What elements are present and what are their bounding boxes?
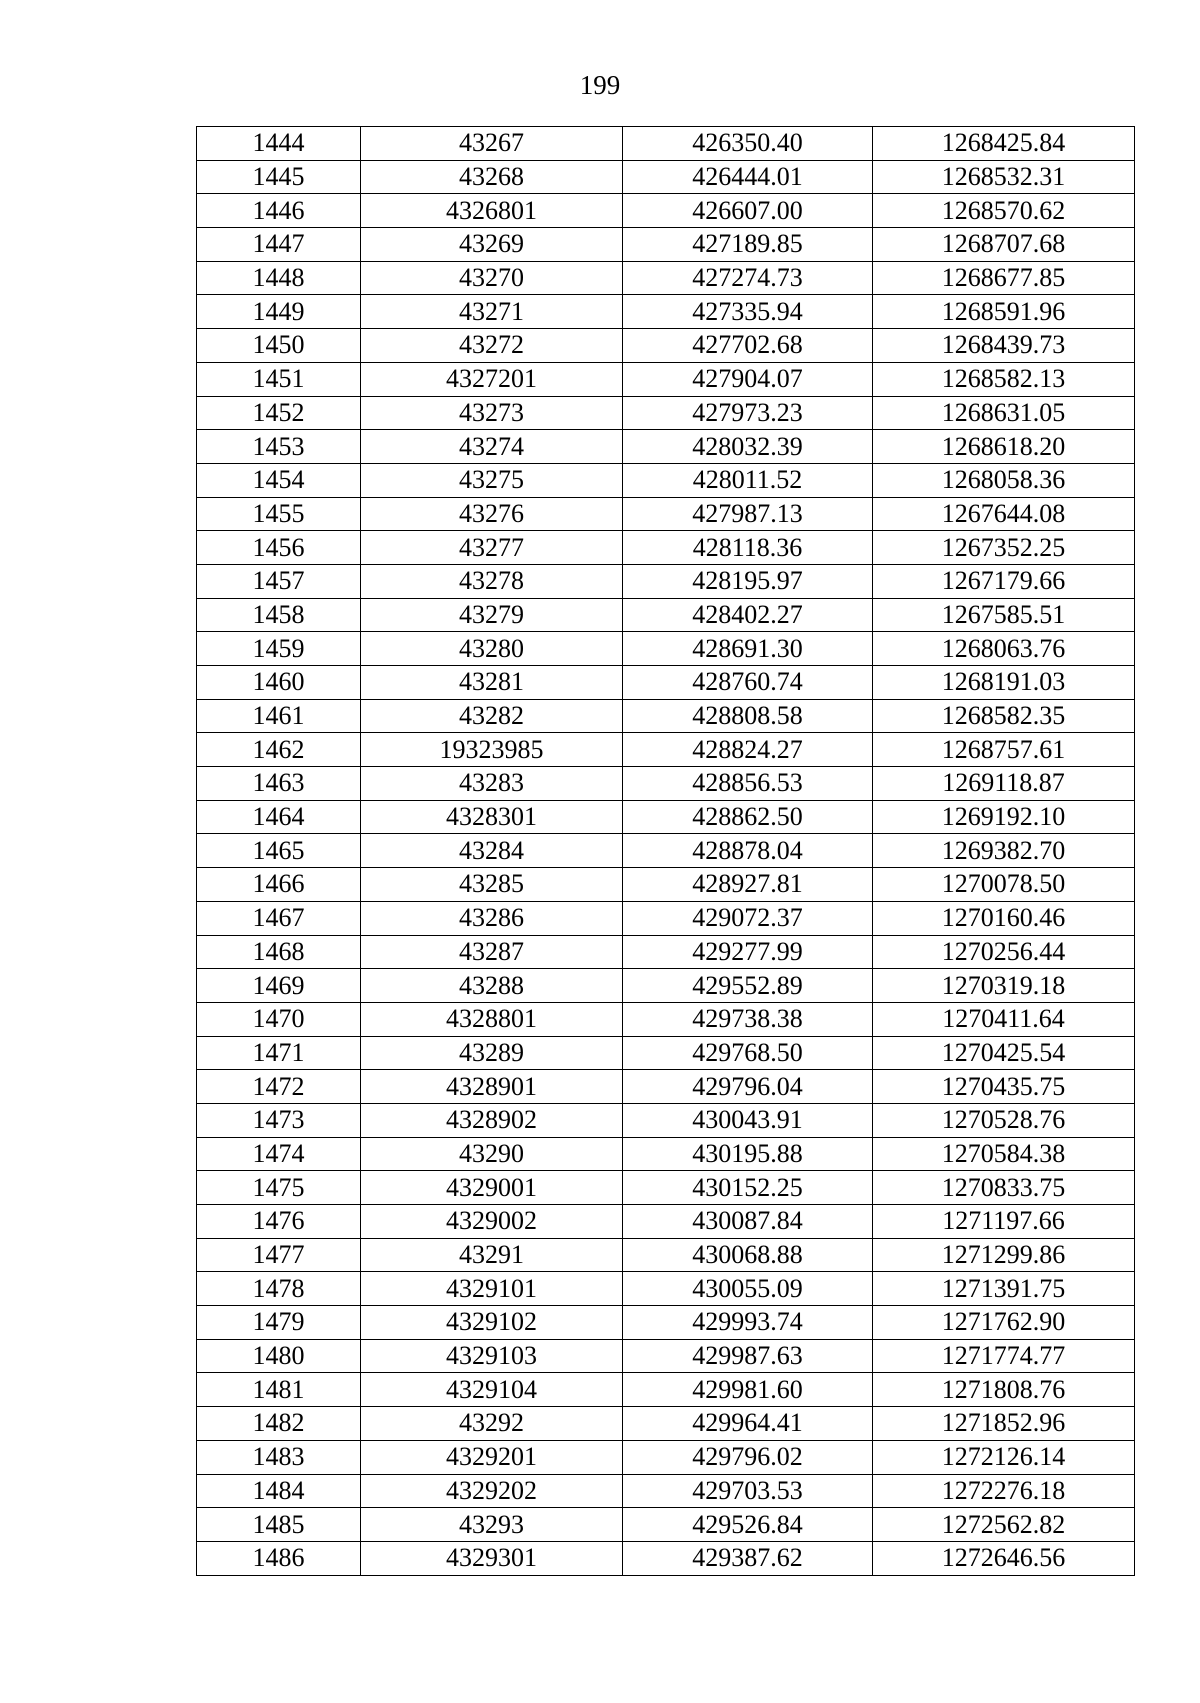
row-number-cell: 1458 xyxy=(197,598,361,632)
table-row xyxy=(197,194,1135,228)
y-coordinate-cell: 1268707.68 xyxy=(873,228,1135,262)
table-row xyxy=(197,1171,1135,1205)
point-id-cell: 4328801 xyxy=(361,1002,623,1036)
point-id-cell: 19323985 xyxy=(361,733,623,767)
row-number-cell: 1486 xyxy=(197,1541,361,1575)
table-row xyxy=(197,1339,1135,1373)
row-number-cell: 1449 xyxy=(197,295,361,329)
x-coordinate-cell: 429526.84 xyxy=(623,1508,873,1542)
y-coordinate-cell: 1268425.84 xyxy=(873,127,1135,161)
x-coordinate-cell: 429738.38 xyxy=(623,1002,873,1036)
row-number-cell: 1482 xyxy=(197,1407,361,1441)
row-number-cell: 1485 xyxy=(197,1508,361,1542)
row-number-cell: 1461 xyxy=(197,699,361,733)
point-id-cell: 43267 xyxy=(361,127,623,161)
x-coordinate-cell: 428011.52 xyxy=(623,463,873,497)
table-row xyxy=(197,834,1135,868)
row-number-cell: 1465 xyxy=(197,834,361,868)
point-id-cell: 43288 xyxy=(361,969,623,1003)
point-id-cell: 43281 xyxy=(361,666,623,700)
row-number-cell: 1469 xyxy=(197,969,361,1003)
table-row xyxy=(197,1103,1135,1137)
y-coordinate-cell: 1270078.50 xyxy=(873,868,1135,902)
point-id-cell: 43271 xyxy=(361,295,623,329)
point-id-cell: 4329104 xyxy=(361,1373,623,1407)
y-coordinate-cell: 1268191.03 xyxy=(873,666,1135,700)
row-number-cell: 1467 xyxy=(197,901,361,935)
table-row xyxy=(197,1036,1135,1070)
y-coordinate-cell: 1268631.05 xyxy=(873,396,1135,430)
table-row xyxy=(197,261,1135,295)
x-coordinate-cell: 429277.99 xyxy=(623,935,873,969)
x-coordinate-cell: 429703.53 xyxy=(623,1474,873,1508)
point-id-cell: 4329102 xyxy=(361,1306,623,1340)
y-coordinate-cell: 1268582.13 xyxy=(873,362,1135,396)
y-coordinate-cell: 1270411.64 xyxy=(873,1002,1135,1036)
y-coordinate-cell: 1268058.36 xyxy=(873,463,1135,497)
x-coordinate-cell: 429987.63 xyxy=(623,1339,873,1373)
row-number-cell: 1464 xyxy=(197,800,361,834)
x-coordinate-cell: 430055.09 xyxy=(623,1272,873,1306)
table-row xyxy=(197,632,1135,666)
y-coordinate-cell: 1271852.96 xyxy=(873,1407,1135,1441)
y-coordinate-cell: 1268618.20 xyxy=(873,430,1135,464)
x-coordinate-cell: 427987.13 xyxy=(623,497,873,531)
point-id-cell: 43293 xyxy=(361,1508,623,1542)
table-row xyxy=(197,1306,1135,1340)
row-number-cell: 1454 xyxy=(197,463,361,497)
table-row xyxy=(197,969,1135,1003)
y-coordinate-cell: 1268439.73 xyxy=(873,329,1135,363)
table-row xyxy=(197,430,1135,464)
table-row xyxy=(197,1508,1135,1542)
row-number-cell: 1483 xyxy=(197,1440,361,1474)
table-row xyxy=(197,1272,1135,1306)
y-coordinate-cell: 1272646.56 xyxy=(873,1541,1135,1575)
y-coordinate-cell: 1271197.66 xyxy=(873,1205,1135,1239)
x-coordinate-cell: 429796.04 xyxy=(623,1070,873,1104)
point-id-cell: 43289 xyxy=(361,1036,623,1070)
table-row xyxy=(197,295,1135,329)
table-row xyxy=(197,1474,1135,1508)
point-id-cell: 4329202 xyxy=(361,1474,623,1508)
point-id-cell: 4329002 xyxy=(361,1205,623,1239)
y-coordinate-cell: 1271808.76 xyxy=(873,1373,1135,1407)
point-id-cell: 43286 xyxy=(361,901,623,935)
row-number-cell: 1479 xyxy=(197,1306,361,1340)
y-coordinate-cell: 1268582.35 xyxy=(873,699,1135,733)
point-id-cell: 43285 xyxy=(361,868,623,902)
row-number-cell: 1451 xyxy=(197,362,361,396)
y-coordinate-cell: 1270425.54 xyxy=(873,1036,1135,1070)
point-id-cell: 43292 xyxy=(361,1407,623,1441)
row-number-cell: 1476 xyxy=(197,1205,361,1239)
row-number-cell: 1452 xyxy=(197,396,361,430)
table-row xyxy=(197,396,1135,430)
table-row xyxy=(197,935,1135,969)
x-coordinate-cell: 430087.84 xyxy=(623,1205,873,1239)
x-coordinate-cell: 429796.02 xyxy=(623,1440,873,1474)
y-coordinate-cell: 1271299.86 xyxy=(873,1238,1135,1272)
table-row xyxy=(197,1070,1135,1104)
point-id-cell: 43276 xyxy=(361,497,623,531)
row-number-cell: 1447 xyxy=(197,228,361,262)
x-coordinate-cell: 429981.60 xyxy=(623,1373,873,1407)
y-coordinate-cell: 1272276.18 xyxy=(873,1474,1135,1508)
y-coordinate-cell: 1269382.70 xyxy=(873,834,1135,868)
x-coordinate-cell: 427189.85 xyxy=(623,228,873,262)
table-row xyxy=(197,767,1135,801)
point-id-cell: 43275 xyxy=(361,463,623,497)
point-id-cell: 4329201 xyxy=(361,1440,623,1474)
row-number-cell: 1450 xyxy=(197,329,361,363)
table-row xyxy=(197,228,1135,262)
point-id-cell: 4329101 xyxy=(361,1272,623,1306)
row-number-cell: 1470 xyxy=(197,1002,361,1036)
y-coordinate-cell: 1271774.77 xyxy=(873,1339,1135,1373)
x-coordinate-cell: 427274.73 xyxy=(623,261,873,295)
x-coordinate-cell: 427904.07 xyxy=(623,362,873,396)
table-row xyxy=(197,800,1135,834)
y-coordinate-cell: 1268591.96 xyxy=(873,295,1135,329)
row-number-cell: 1477 xyxy=(197,1238,361,1272)
table-row xyxy=(197,1137,1135,1171)
table-row xyxy=(197,699,1135,733)
x-coordinate-cell: 429993.74 xyxy=(623,1306,873,1340)
page-number: 199 xyxy=(579,70,621,100)
y-coordinate-cell: 1271391.75 xyxy=(873,1272,1135,1306)
row-number-cell: 1478 xyxy=(197,1272,361,1306)
point-id-cell: 43280 xyxy=(361,632,623,666)
x-coordinate-cell: 429964.41 xyxy=(623,1407,873,1441)
row-number-cell: 1453 xyxy=(197,430,361,464)
table-row xyxy=(197,1407,1135,1441)
table-body xyxy=(197,127,1135,1576)
point-id-cell: 4329001 xyxy=(361,1171,623,1205)
y-coordinate-cell: 1268757.61 xyxy=(873,733,1135,767)
row-number-cell: 1468 xyxy=(197,935,361,969)
x-coordinate-cell: 427335.94 xyxy=(623,295,873,329)
y-coordinate-cell: 1270256.44 xyxy=(873,935,1135,969)
y-coordinate-cell: 1268677.85 xyxy=(873,261,1135,295)
table-row xyxy=(197,1440,1135,1474)
table-row xyxy=(197,733,1135,767)
y-coordinate-cell: 1269118.87 xyxy=(873,767,1135,801)
x-coordinate-cell: 428808.58 xyxy=(623,699,873,733)
y-coordinate-cell: 1267179.66 xyxy=(873,564,1135,598)
table-row xyxy=(197,127,1135,161)
point-id-cell: 4326801 xyxy=(361,194,623,228)
row-number-cell: 1446 xyxy=(197,194,361,228)
y-coordinate-cell: 1270584.38 xyxy=(873,1137,1135,1171)
point-id-cell: 4329103 xyxy=(361,1339,623,1373)
row-number-cell: 1474 xyxy=(197,1137,361,1171)
table-row xyxy=(197,1373,1135,1407)
table-row xyxy=(197,598,1135,632)
table-row xyxy=(197,666,1135,700)
y-coordinate-cell: 1271762.90 xyxy=(873,1306,1135,1340)
table-row xyxy=(197,497,1135,531)
point-id-cell: 43291 xyxy=(361,1238,623,1272)
x-coordinate-cell: 428760.74 xyxy=(623,666,873,700)
point-id-cell: 43269 xyxy=(361,228,623,262)
row-number-cell: 1448 xyxy=(197,261,361,295)
x-coordinate-cell: 428118.36 xyxy=(623,531,873,565)
y-coordinate-cell: 1268570.62 xyxy=(873,194,1135,228)
x-coordinate-cell: 428856.53 xyxy=(623,767,873,801)
x-coordinate-cell: 428862.50 xyxy=(623,800,873,834)
y-coordinate-cell: 1270319.18 xyxy=(873,969,1135,1003)
y-coordinate-cell: 1270833.75 xyxy=(873,1171,1135,1205)
table-row xyxy=(197,531,1135,565)
table-row xyxy=(197,1205,1135,1239)
x-coordinate-cell: 429768.50 xyxy=(623,1036,873,1070)
x-coordinate-cell: 428927.81 xyxy=(623,868,873,902)
row-number-cell: 1473 xyxy=(197,1103,361,1137)
table-row xyxy=(197,564,1135,598)
x-coordinate-cell: 428195.97 xyxy=(623,564,873,598)
x-coordinate-cell: 428691.30 xyxy=(623,632,873,666)
point-id-cell: 43268 xyxy=(361,160,623,194)
table-row xyxy=(197,901,1135,935)
x-coordinate-cell: 430043.91 xyxy=(623,1103,873,1137)
x-coordinate-cell: 430152.25 xyxy=(623,1171,873,1205)
y-coordinate-cell: 1268063.76 xyxy=(873,632,1135,666)
y-coordinate-cell: 1270528.76 xyxy=(873,1103,1135,1137)
point-id-cell: 4328301 xyxy=(361,800,623,834)
row-number-cell: 1460 xyxy=(197,666,361,700)
point-id-cell: 43273 xyxy=(361,396,623,430)
x-coordinate-cell: 428032.39 xyxy=(623,430,873,464)
y-coordinate-cell: 1267352.25 xyxy=(873,531,1135,565)
point-id-cell: 43272 xyxy=(361,329,623,363)
table-row xyxy=(197,1541,1135,1575)
row-number-cell: 1445 xyxy=(197,160,361,194)
y-coordinate-cell: 1269192.10 xyxy=(873,800,1135,834)
point-id-cell: 43278 xyxy=(361,564,623,598)
point-id-cell: 43287 xyxy=(361,935,623,969)
table-row xyxy=(197,1002,1135,1036)
x-coordinate-cell: 430195.88 xyxy=(623,1137,873,1171)
row-number-cell: 1481 xyxy=(197,1373,361,1407)
table-row xyxy=(197,868,1135,902)
row-number-cell: 1456 xyxy=(197,531,361,565)
x-coordinate-cell: 429552.89 xyxy=(623,969,873,1003)
x-coordinate-cell: 429387.62 xyxy=(623,1541,873,1575)
point-id-cell: 43279 xyxy=(361,598,623,632)
row-number-cell: 1444 xyxy=(197,127,361,161)
point-id-cell: 43290 xyxy=(361,1137,623,1171)
table-row xyxy=(197,362,1135,396)
y-coordinate-cell: 1267585.51 xyxy=(873,598,1135,632)
point-id-cell: 4328902 xyxy=(361,1103,623,1137)
x-coordinate-cell: 427973.23 xyxy=(623,396,873,430)
table-row xyxy=(197,463,1135,497)
x-coordinate-cell: 428402.27 xyxy=(623,598,873,632)
row-number-cell: 1466 xyxy=(197,868,361,902)
row-number-cell: 1475 xyxy=(197,1171,361,1205)
row-number-cell: 1471 xyxy=(197,1036,361,1070)
point-id-cell: 43282 xyxy=(361,699,623,733)
x-coordinate-cell: 426350.40 xyxy=(623,127,873,161)
row-number-cell: 1462 xyxy=(197,733,361,767)
row-number-cell: 1472 xyxy=(197,1070,361,1104)
x-coordinate-cell: 429072.37 xyxy=(623,901,873,935)
x-coordinate-cell: 426444.01 xyxy=(623,160,873,194)
table-row xyxy=(197,329,1135,363)
point-id-cell: 4328901 xyxy=(361,1070,623,1104)
x-coordinate-cell: 426607.00 xyxy=(623,194,873,228)
point-id-cell: 4329301 xyxy=(361,1541,623,1575)
y-coordinate-cell: 1270435.75 xyxy=(873,1070,1135,1104)
row-number-cell: 1459 xyxy=(197,632,361,666)
point-id-cell: 43270 xyxy=(361,261,623,295)
point-id-cell: 43277 xyxy=(361,531,623,565)
point-id-cell: 43283 xyxy=(361,767,623,801)
x-coordinate-cell: 428878.04 xyxy=(623,834,873,868)
point-id-cell: 43274 xyxy=(361,430,623,464)
y-coordinate-cell: 1272126.14 xyxy=(873,1440,1135,1474)
coordinates-table xyxy=(196,126,1135,1576)
y-coordinate-cell: 1268532.31 xyxy=(873,160,1135,194)
x-coordinate-cell: 427702.68 xyxy=(623,329,873,363)
point-id-cell: 43284 xyxy=(361,834,623,868)
row-number-cell: 1457 xyxy=(197,564,361,598)
table-row xyxy=(197,1238,1135,1272)
row-number-cell: 1455 xyxy=(197,497,361,531)
point-id-cell: 4327201 xyxy=(361,362,623,396)
y-coordinate-cell: 1267644.08 xyxy=(873,497,1135,531)
x-coordinate-cell: 428824.27 xyxy=(623,733,873,767)
y-coordinate-cell: 1272562.82 xyxy=(873,1508,1135,1542)
row-number-cell: 1484 xyxy=(197,1474,361,1508)
row-number-cell: 1480 xyxy=(197,1339,361,1373)
y-coordinate-cell: 1270160.46 xyxy=(873,901,1135,935)
table-row xyxy=(197,160,1135,194)
x-coordinate-cell: 430068.88 xyxy=(623,1238,873,1272)
row-number-cell: 1463 xyxy=(197,767,361,801)
